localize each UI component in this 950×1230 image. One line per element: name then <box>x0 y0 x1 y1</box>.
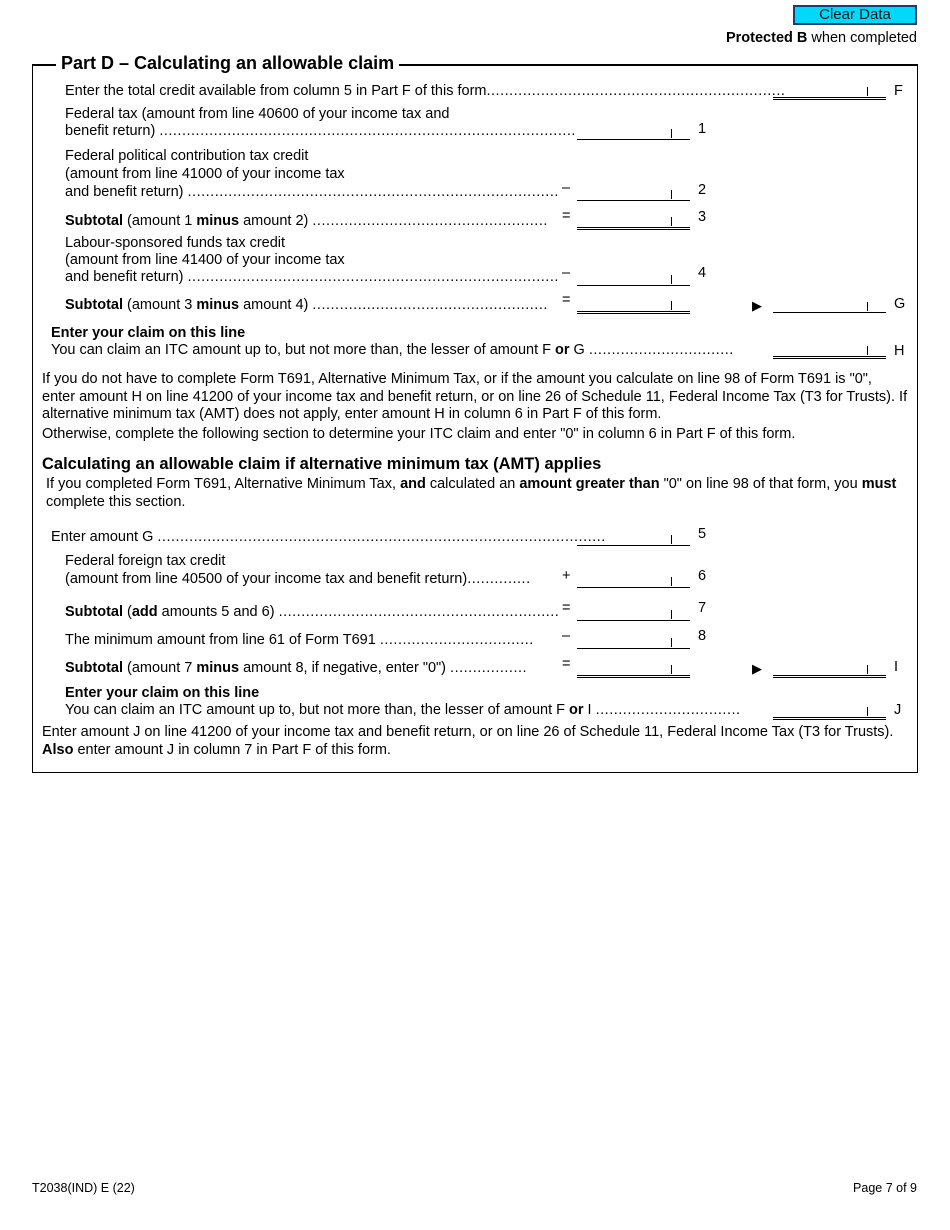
row-6-label-b: (amount from line 40500 of your income tax and benefit return).............. <box>65 571 531 587</box>
amount-8-field[interactable] <box>577 629 690 649</box>
claim-heading: Enter your claim on this line <box>51 325 246 341</box>
protected-b-notice: Protected B when completed <box>725 30 917 46</box>
amount-4-subtotal-field[interactable] <box>577 294 690 314</box>
code-g: G <box>894 296 906 312</box>
row-h-label: You can claim an ITC amount up to, but not more than, the lesser of amount F or G ................................ <box>51 342 734 358</box>
code-7: 7 <box>698 600 707 616</box>
otherwise-paragraph: Otherwise, complete the following section to determine your ITC claim and enter "0" in column 6 in Part F of this form. <box>42 426 796 442</box>
row-4-label-c: and benefit return) .................................................................................. <box>65 269 559 285</box>
row-5-label: Enter amount G ................................................................................................... <box>51 529 606 545</box>
op-equals: = <box>562 292 571 308</box>
op-equals: = <box>562 208 571 224</box>
row-1-label-a: Federal tax (amount from line 40600 of your income tax and <box>65 106 450 122</box>
row-g-label: Subtotal (amount 3 minus amount 4) .................................................... <box>65 297 548 313</box>
amt-note-paragraph: If you do not have to complete Form T691, Alternative Minimum Tax, or if the amount you calculate on line 98 of Form T691 is "0", enter amount H on line 41200 of your income tax and benefit return, or on line 26 of Schedule 11, Federal Income Tax (T3 for Trusts). If alternative minimum tax (AMT) does not apply, enter amount H in column 6 in Part F of this form. <box>42 371 908 422</box>
row-7-label: Subtotal (add amounts 5 and 6) .............................................................. <box>65 604 560 620</box>
op-equals: = <box>562 656 571 672</box>
row-1-label-b: benefit return) ............................................................................................ <box>65 123 576 139</box>
amount-2-field[interactable] <box>577 181 690 201</box>
code-1: 1 <box>698 121 707 137</box>
row-2-label-a: Federal political contribution tax credit <box>65 148 309 164</box>
code-h: H <box>894 343 905 359</box>
code-4: 4 <box>698 265 707 281</box>
code-f: F <box>894 83 903 99</box>
amount-5-field[interactable] <box>577 526 690 546</box>
amount-4-field[interactable] <box>577 266 690 286</box>
row-4-label-a: Labour-sponsored funds tax credit <box>65 235 286 251</box>
code-j: J <box>894 702 902 718</box>
code-2: 2 <box>698 182 707 198</box>
amount-7-field[interactable] <box>577 601 690 621</box>
clear-data-button[interactable]: Clear Data <box>793 5 917 25</box>
op-minus: – <box>562 628 571 644</box>
row-i-label: Subtotal (amount 7 minus amount 8, if negative, enter "0") ................. <box>65 660 528 676</box>
amount-3-field[interactable] <box>577 210 690 230</box>
code-3: 3 <box>698 209 707 225</box>
amount-j-field[interactable] <box>773 700 886 720</box>
amount-g-field[interactable] <box>773 293 886 313</box>
form-id: T2038(IND) E (22) <box>32 1181 135 1195</box>
row-2-label-b: (amount from line 41000 of your income tax <box>65 166 345 182</box>
code-6: 6 <box>698 568 707 584</box>
row-f-label: Enter the total credit available from column 5 in Part F of this form.................................................................. <box>65 83 786 99</box>
row-j-label: You can claim an ITC amount up to, but not more than, the lesser of amount F or I ................................ <box>65 702 741 718</box>
amount-6-field[interactable] <box>577 568 690 588</box>
op-equals: = <box>562 600 571 616</box>
amount-f-field[interactable] <box>773 80 886 100</box>
code-i: I <box>894 659 899 675</box>
arrow-right-icon: ▶ <box>752 298 762 313</box>
code-5: 5 <box>698 526 707 542</box>
page-number: Page 7 of 9 <box>853 1181 917 1195</box>
row-4-label-b: (amount from line 41400 of your income tax <box>65 252 345 268</box>
amount-8-subtotal-field[interactable] <box>577 658 690 678</box>
row-3-label: Subtotal (amount 1 minus amount 2) .................................................... <box>65 213 548 229</box>
amt-intro: If you completed Form T691, Alternative Minimum Tax, and calculated an amount greater than "0" on line 98 of that form, you must complete this section. <box>46 476 897 510</box>
row-6-label-a: Federal foreign tax credit <box>65 553 226 569</box>
amount-1-field[interactable] <box>577 120 690 140</box>
amt-heading: Calculating an allowable claim if alternative minimum tax (AMT) applies <box>42 455 602 473</box>
row-2-label-c: and benefit return) .................................................................................. <box>65 184 559 200</box>
op-plus: + <box>562 568 571 584</box>
amount-i-field[interactable] <box>773 658 886 678</box>
op-minus: – <box>562 265 571 281</box>
claim-heading-j: Enter your claim on this line <box>65 685 260 701</box>
amount-h-field[interactable] <box>773 339 886 359</box>
row-8-label: The minimum amount from line 61 of Form T691 .................................. <box>65 632 534 648</box>
final-instruction: Enter amount J on line 41200 of your income tax and benefit return, or on line 26 of Schedule 11, Federal Income Tax (T3 for Trusts). Also enter amount J in column 7 in Part F of this form. <box>42 724 894 758</box>
part-d-title: Part D – Calculating an allowable claim <box>56 53 399 74</box>
op-minus: – <box>562 180 571 196</box>
arrow-right-icon: ▶ <box>752 661 762 676</box>
code-8: 8 <box>698 628 707 644</box>
